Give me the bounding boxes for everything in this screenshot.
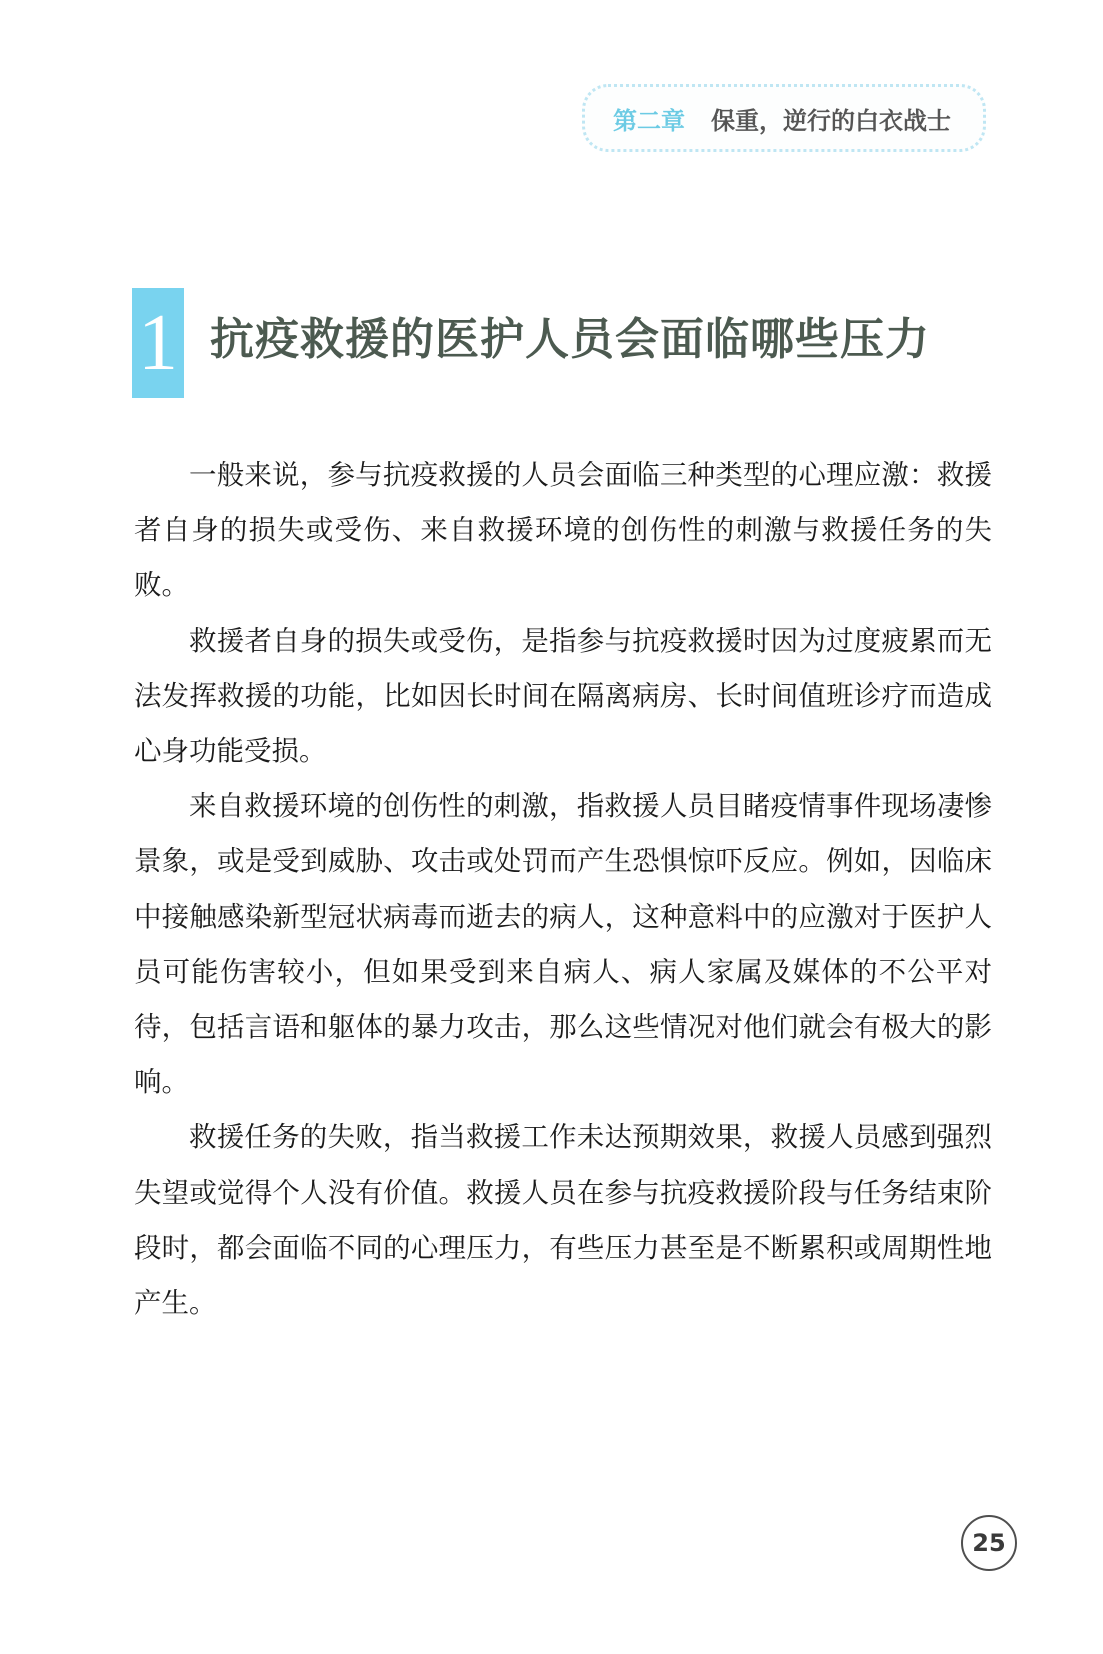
paragraph: 一般来说，参与抗疫救援的人员会面临三种类型的心理应激：救援者自身的损失或受伤、来自救援环境的创伤性的刺激与救援任务的失败。 (134, 459, 992, 602)
paragraph: 来自救援环境的创伤性的刺激，指救援人员目睹疫情事件现场凄惨景象，或是受到威胁、攻击或处罚而产生恐惧惊吓反应。例如，因临床中接触感染新型冠状病毒而逝去的病人，这种意料中的应激对于医护人员可能伤害较小，但如果受到来自病人、病人家属及媒体的不公平对待，包括言语和躯体的暴力攻击，那么这些情况对他们就会有极大的影响。 (134, 790, 992, 1099)
section-number: 1 (132, 288, 184, 398)
page-number: 25 (961, 1515, 1017, 1571)
chapter-label: 第二章 (613, 106, 685, 135)
body-text (134, 448, 992, 1331)
section-title: 抗疫救援的医护人员会面临哪些压力 (210, 314, 930, 365)
chapter-header (582, 84, 986, 152)
paragraph: 救援者自身的损失或受伤，是指参与抗疫救援时因为过度疲累而无法发挥救援的功能，比如因长时间在隔离病房、长时间值班诊疗而造成心身功能受损。 (134, 624, 992, 768)
paragraph: 救援任务的失败，指当救援工作未达预期效果，救援人员感到强烈失望或觉得个人没有价值。救援人员在参与抗疫救援阶段与任务结束阶段时，都会面临不同的心理压力，有些压力甚至是不断累积或周期性地产生。 (134, 1121, 992, 1320)
chapter-title: 保重，逆行的白衣战士 (711, 106, 951, 135)
